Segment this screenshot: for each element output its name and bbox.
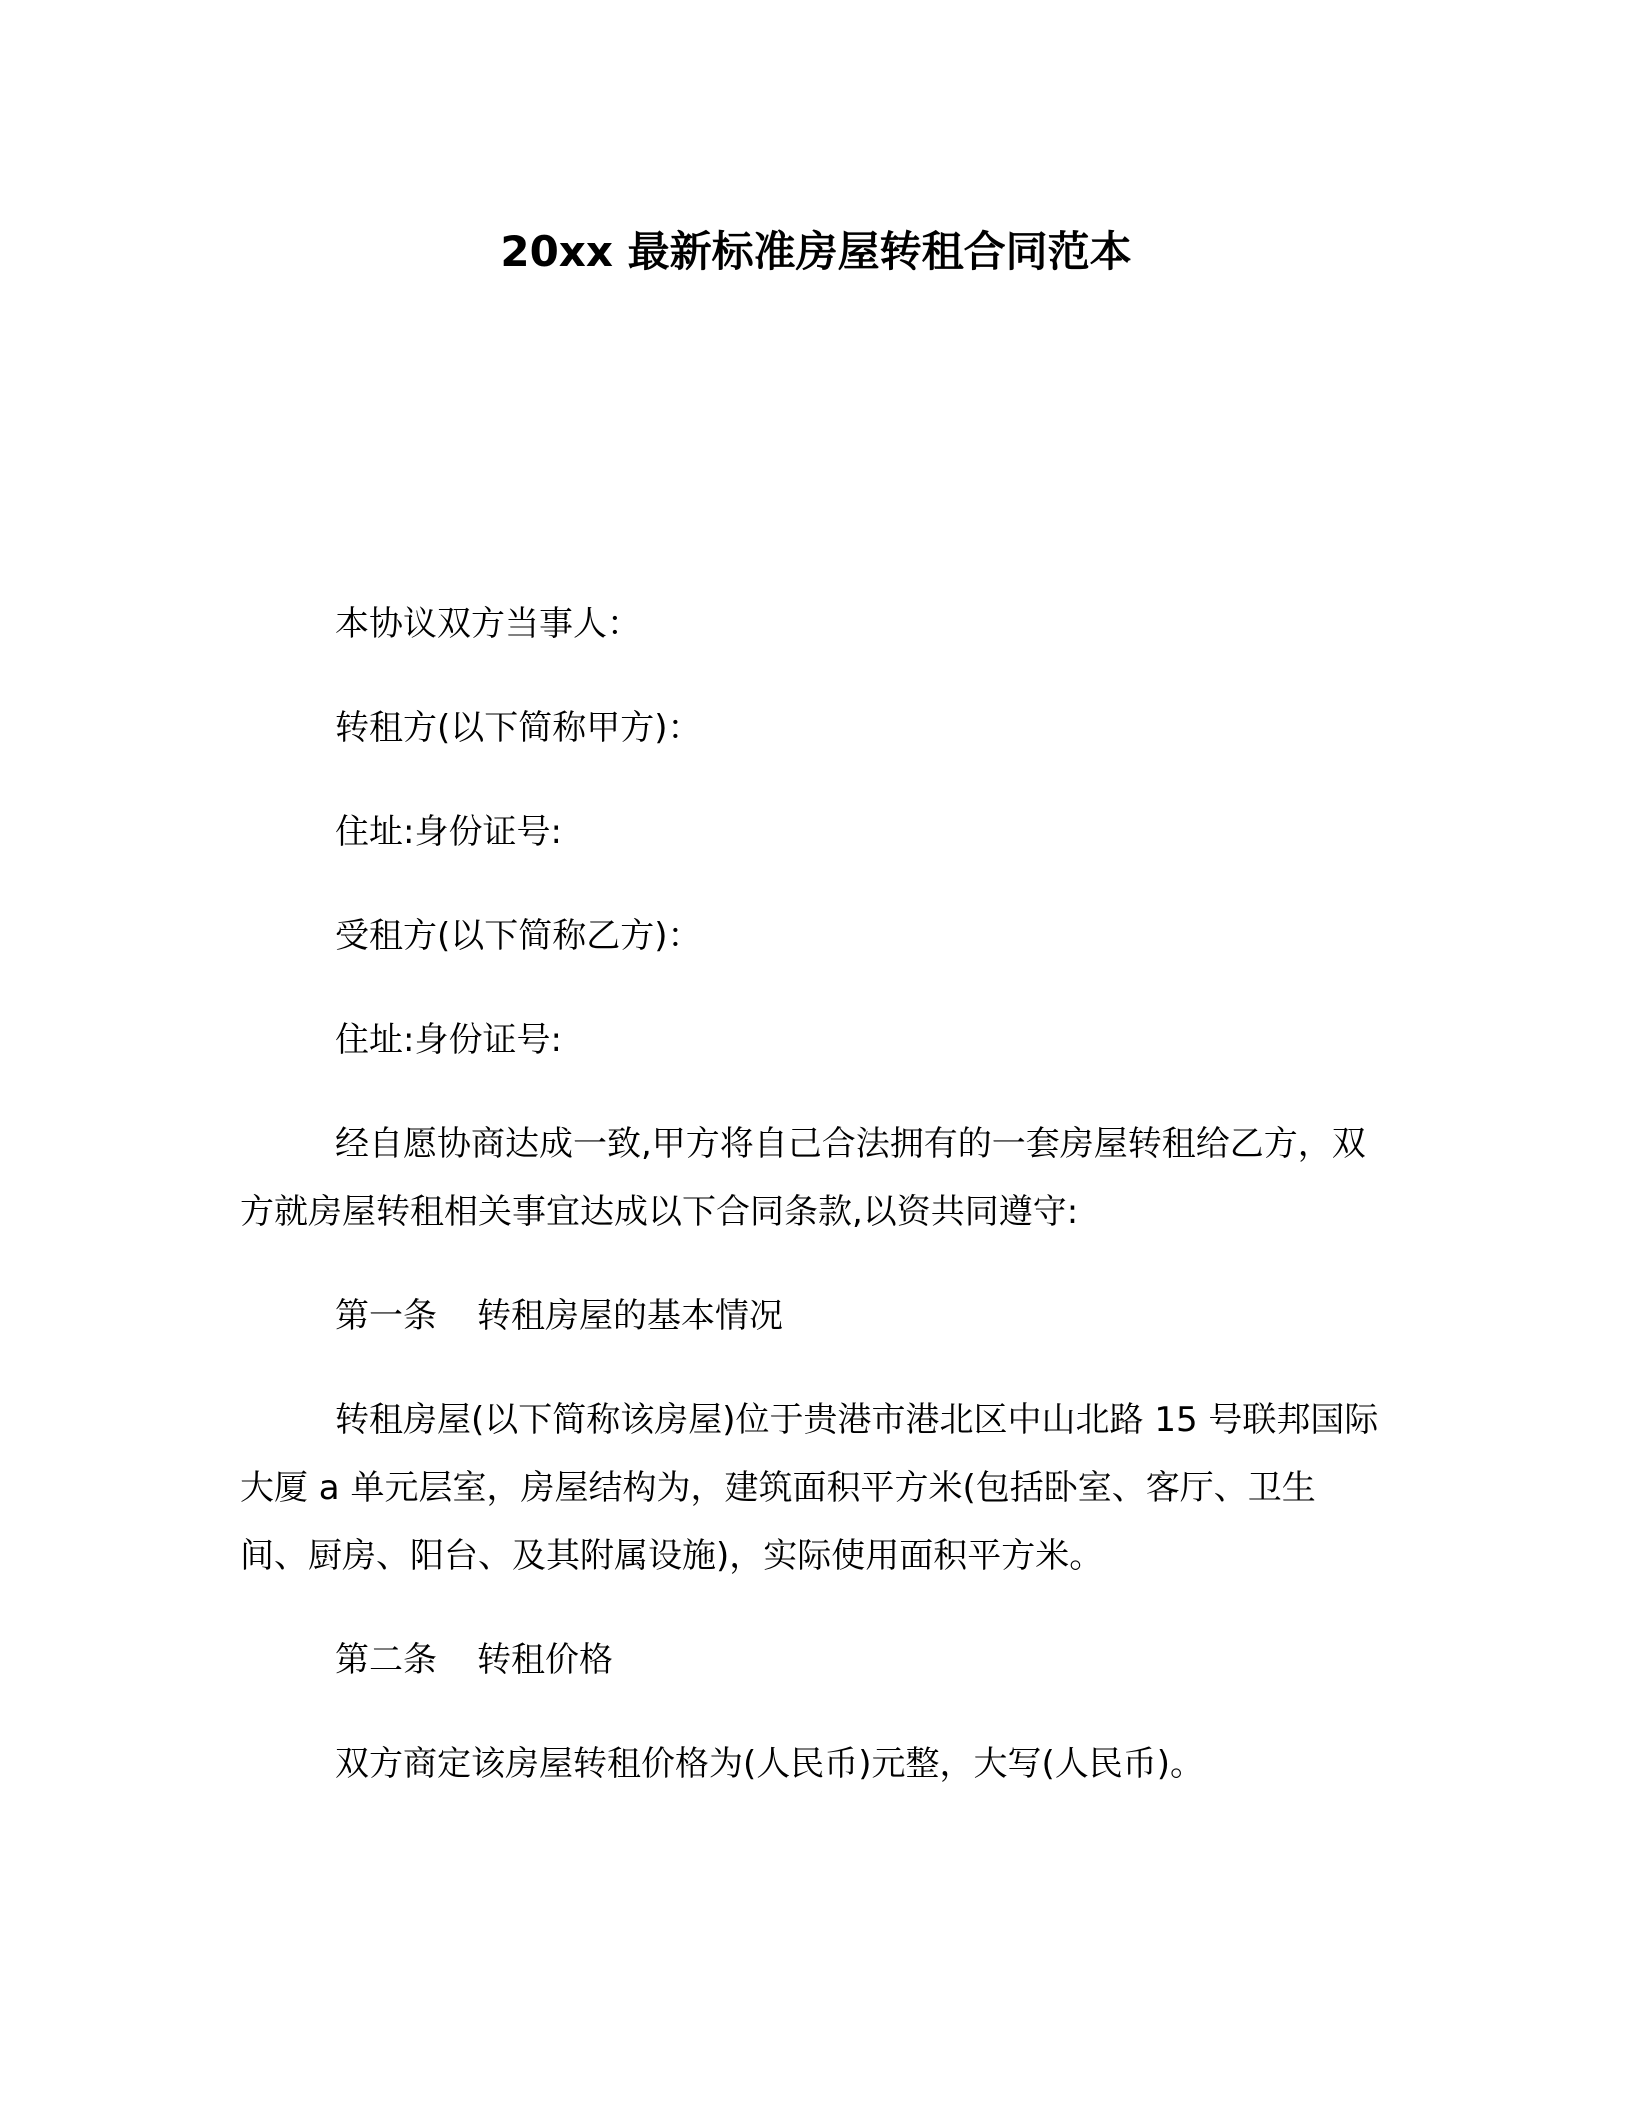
article-2-number: 第二条 [335, 1640, 437, 1680]
party-b-address-line: 住址:身份证号: [335, 1020, 562, 1060]
document-body [240, 590, 1380, 1834]
party-a-address-line: 住址:身份证号: [335, 812, 562, 852]
preamble-paragraph: 经自愿协商达成一致,甲方将自己合法拥有的一套房屋转租给乙方，双方就房屋转租相关事宜达成以下合同条款,以资共同遵守: [240, 1124, 1366, 1232]
party-b-line: 受租方(以下简称乙方)： [335, 916, 702, 956]
article-1-number: 第一条 [335, 1296, 437, 1336]
article-1-body: 转租房屋(以下简称该房屋)位于贵港市港北区中山北路 15 号联邦国际大厦 a 单元层室，房屋结构为，建筑面积平方米(包括卧室、客厅、卫生间、厨房、阳台、及其附属设施)，实际使用面积平方米。 [240, 1400, 1379, 1576]
parties-intro: 本协议双方当事人： [335, 604, 641, 644]
article-2-title: 转租价格 [477, 1640, 613, 1680]
party-a-line: 转租方(以下简称甲方)： [335, 708, 702, 748]
article-1-heading [240, 1282, 1380, 1350]
article-1-title: 转租房屋的基本情况 [477, 1296, 783, 1336]
article-2-body: 双方商定该房屋转租价格为(人民币)元整，大写(人民币)。 [335, 1744, 1205, 1784]
article-2-heading [240, 1626, 1380, 1694]
document-title: 20xx 最新标准房屋转租合同范本 [500, 227, 1132, 276]
